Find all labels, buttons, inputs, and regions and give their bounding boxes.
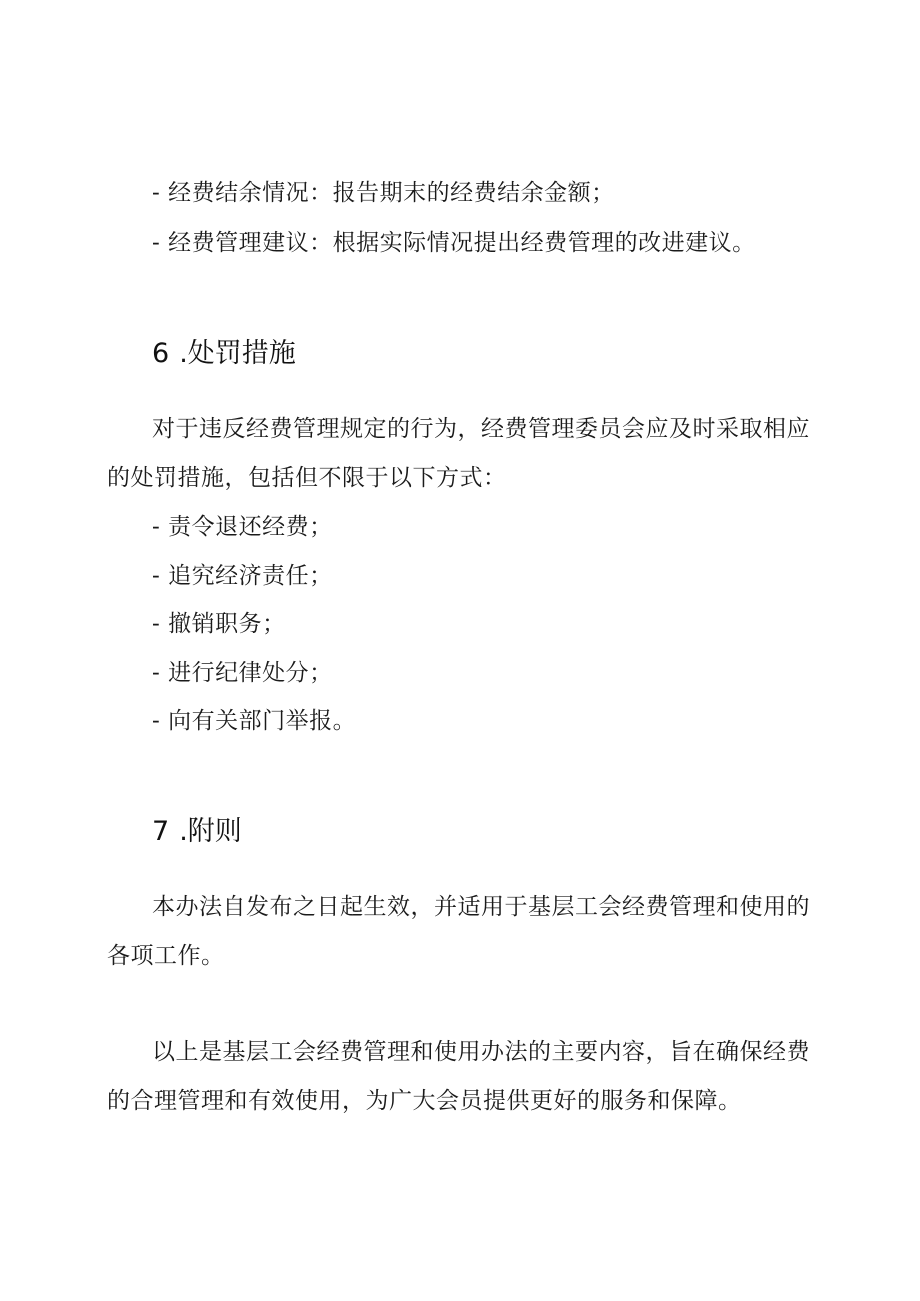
- bullet-item-suggestion: - 经费管理建议：根据实际情况提出经费管理的改进建议。: [152, 230, 756, 256]
- bullet-item-balance: - 经费结余情况：报告期末的经费结余金额；: [152, 180, 615, 206]
- paragraph-line: 本办法自发布之日起生效，并适用于基层工会经费管理和使用的: [152, 894, 810, 920]
- paragraph-line: 以上是基层工会经费管理和使用办法的主要内容，旨在确保经费: [152, 1039, 810, 1065]
- section-number: 7: [152, 816, 170, 847]
- bullet-item: - 追究经济责任；: [152, 563, 333, 589]
- paragraph-line: 的处罚措施，包括但不限于以下方式：: [107, 465, 507, 491]
- bullet-item: - 责令退还经费；: [152, 514, 333, 540]
- section-heading-6: [152, 337, 296, 371]
- paragraph-line: 对于违反经费管理规定的行为，经费管理委员会应及时采取相应: [152, 416, 810, 442]
- section-heading-7: [152, 815, 242, 849]
- bullet-item: - 向有关部门举报。: [152, 708, 357, 734]
- section-number: 6: [152, 338, 170, 369]
- paragraph-line: 的合理管理和有效使用，为广大会员提供更好的服务和保障。: [107, 1088, 742, 1114]
- section-title: .附则: [179, 816, 242, 847]
- section-title: .处罚措施: [179, 338, 296, 369]
- bullet-item: - 撤销职务；: [152, 611, 286, 637]
- paragraph-line: 各项工作。: [107, 943, 225, 969]
- bullet-item: - 进行纪律处分；: [152, 660, 333, 686]
